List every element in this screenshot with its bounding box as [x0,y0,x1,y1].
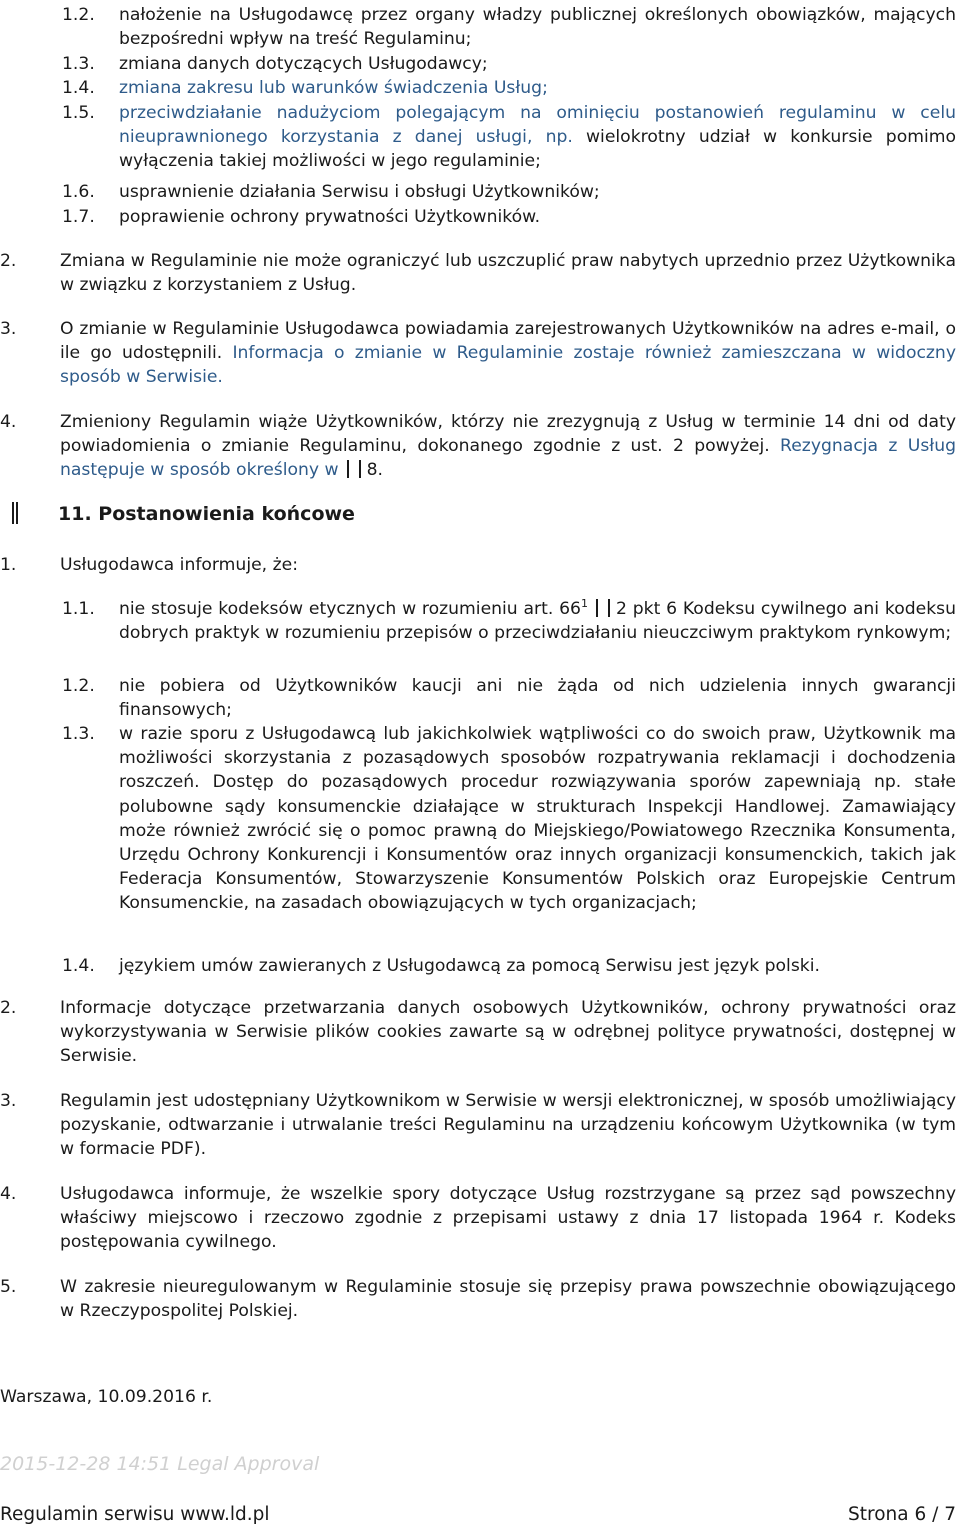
paragraph [0,1182,960,1255]
paragraph-number: 1. [0,555,17,575]
item-number: 1.2. [62,5,95,25]
item-number: 1.4. [62,956,95,976]
list-item [0,674,960,722]
list-item [0,954,960,978]
item-text-part: 2 pkt 6 Kodeksu cywilnego ani kodeksu dobrych praktyk w rozumieniu przepisów o przeciwdziałaniu nieuczciwym praktykom rynkowym; [119,599,956,644]
paragraph [0,249,960,297]
paragraph-text-part: Rezygnacja z Usług następuje w sposób określony w [60,436,956,481]
paragraph-number: 3. [0,319,17,339]
paragraph-text-part: 8. [366,460,384,481]
item-text: zmiana zakresu lub warunków świadczenia Usług; [119,78,548,98]
paragraph-text-part: Zmieniony Regulamin wiąże Użytkowników, którzy nie zrezygnują z Usług w terminie 14 dni od daty powiadomienia o zmianie Regulaminu, dokonanego zgodnie z ust. 2 powyżej. [60,412,956,457]
list-item [0,205,960,229]
item-number: 1.7. [62,207,95,227]
paragraph-text [60,317,960,390]
paragraph-text: W zakresie nieuregulowanym w Regulaminie stosuje się przepisy prawa powszechnie obowiązującego w Rzeczypospolitej Polskiej. [60,1277,956,1322]
item-text [119,597,960,645]
section-sign-icon [596,599,610,617]
paragraph-number: 4. [0,1184,17,1204]
paragraph [0,317,960,390]
footer-document-title: Regulamin serwisu www.ld.pl [0,1504,270,1525]
section-sign-icon [347,460,361,478]
paragraph [0,1089,960,1162]
paragraph-number: 5. [0,1277,17,1297]
item-text: nałożenie na Usługodawcę przez organy władzy publicznej określonych obowiązków, mających bezpośredni wpływ na treść Regulaminu; [119,5,956,50]
item-number: 1.2. [62,676,95,696]
paragraph-text [60,410,960,483]
paragraph [0,410,960,483]
item-text-part: przeciwdziałanie nadużyciom polegającym na ominięciu postanowień regulaminu w celu nieuprawnionego korzystania z danej usługi, np. [119,103,956,148]
paragraph-number: 2. [0,251,17,271]
item-number: 1.6. [62,182,95,202]
section-title: 11. Postanowienia końcowe [58,503,355,525]
paragraph-number: 2. [0,998,17,1018]
item-text: w razie sporu z Usługodawcą lub jakichkolwiek wątpliwości co do swoich praw, Użytkownik ma możliwości skorzystania z pozasądowych sposobów rozpatrywania reklamacji i dochodzenia roszczeń. Dostęp do pozasądowych procedur rozwiązywania sporów zapewniają np. stałe polubowne sądy konsumenckie działające w strukturach Inspekcji Handlowej. Zamawiający może również zwrócić się o pomoc prawną do Miejskiego/Powiatowego Rzecznika Konsumenta, Urzędu Ochrony Konkurencji i Konsumentów oraz innych organizacji konsumenckich, takich jak Federacja Konsumentów, Stowarzyszenie Konsumentów Polskich oraz Europejskie Centrum Konsumenckie, na zasadach obowiązujących w tych organizacjach; [119,724,956,914]
superscript: 1 [581,597,588,610]
list-item [0,180,960,204]
approval-stamp: 2015-12-28 14:51 Legal Approval [0,1453,320,1475]
document-date: Warszawa, 10.09.2016 r. [0,1387,213,1407]
item-number: 1.3. [62,54,95,74]
item-text: nie pobiera od Użytkowników kaucji ani nie żąda od nich udzielenia innych gwarancji finansowych; [119,676,956,721]
paragraph-text-part: Informacja o zmianie w Regulaminie zostaje również zamieszczana w widoczny sposób w Serwisie. [60,343,956,388]
item-text: zmiana danych dotyczących Usługodawcy; [119,54,488,74]
paragraph-text: Informacje dotyczące przetwarzania danych osobowych Użytkowników, ochrony prywatności oraz wykorzystywania w Serwisie plików cookies zawarte są w odrębnej polityce prywatności, dostępnej w Serwisie. [60,998,956,1067]
paragraph-text: Usługodawca informuje, że wszelkie spory dotyczące Usług rozstrzygane są przez sąd powszechny właściwy miejscowo i rzeczowo zgodnie z przepisami ustawy z dnia 17 listopada 1964 r. Kodeks postępowania cywilnego. [60,1184,956,1253]
page-number: Strona 6 / 7 [848,1504,956,1525]
item-text: usprawnienie działania Serwisu i obsługi Użytkowników; [119,182,600,202]
list-item [0,101,960,174]
paragraph-number: 4. [0,412,17,432]
item-number: 1.1. [62,599,95,619]
list-item [0,3,960,51]
paragraph-text: Regulamin jest udostępniany Użytkownikom w Serwisie w wersji elektronicznej, w sposób umożliwiający pozyskanie, odtwarzanie i utrwalanie treści Regulaminu na urządzeniu końcowym Użytkownika (w tym w formacie PDF). [60,1091,956,1160]
list-item [0,52,960,76]
item-number: 1.5. [62,103,95,123]
item-text-part: wielokrotny udział w konkursie pomimo wyłączenia takiej możliwości w jego regulaminie; [119,127,956,172]
paragraph [0,1275,960,1323]
list-item [0,722,960,916]
item-text: językiem umów zawieranych z Usługodawcą za pomocą Serwisu jest język polski. [119,956,820,976]
paragraph-text: Usługodawca informuje, że: [60,555,298,575]
item-text [119,101,960,174]
paragraph-text: Zmiana w Regulaminie nie może ograniczyć lub uszczuplić praw nabytych uprzednio przez Użytkownika w związku z korzystaniem z Usług. [60,251,956,296]
paragraph-text-part: O zmianie w Regulaminie Usługodawca powiadamia zarejestrowanych Użytkowników na adres e-mail, o ile go udostępnili. [60,319,956,364]
page-footer [0,1503,956,1527]
list-item [0,597,960,645]
paragraph-number: 3. [0,1091,17,1111]
section-sign-icon [0,502,40,526]
item-number: 1.3. [62,724,95,744]
paragraph [0,553,960,577]
item-text: poprawienie ochrony prywatności Użytkowników. [119,207,541,227]
item-number: 1.4. [62,78,95,98]
item-text-part: nie stosuje kodeksów etycznych w rozumieniu art. 66 [119,599,581,619]
paragraph [0,996,960,1069]
section-heading [0,502,355,526]
list-item [0,76,960,100]
